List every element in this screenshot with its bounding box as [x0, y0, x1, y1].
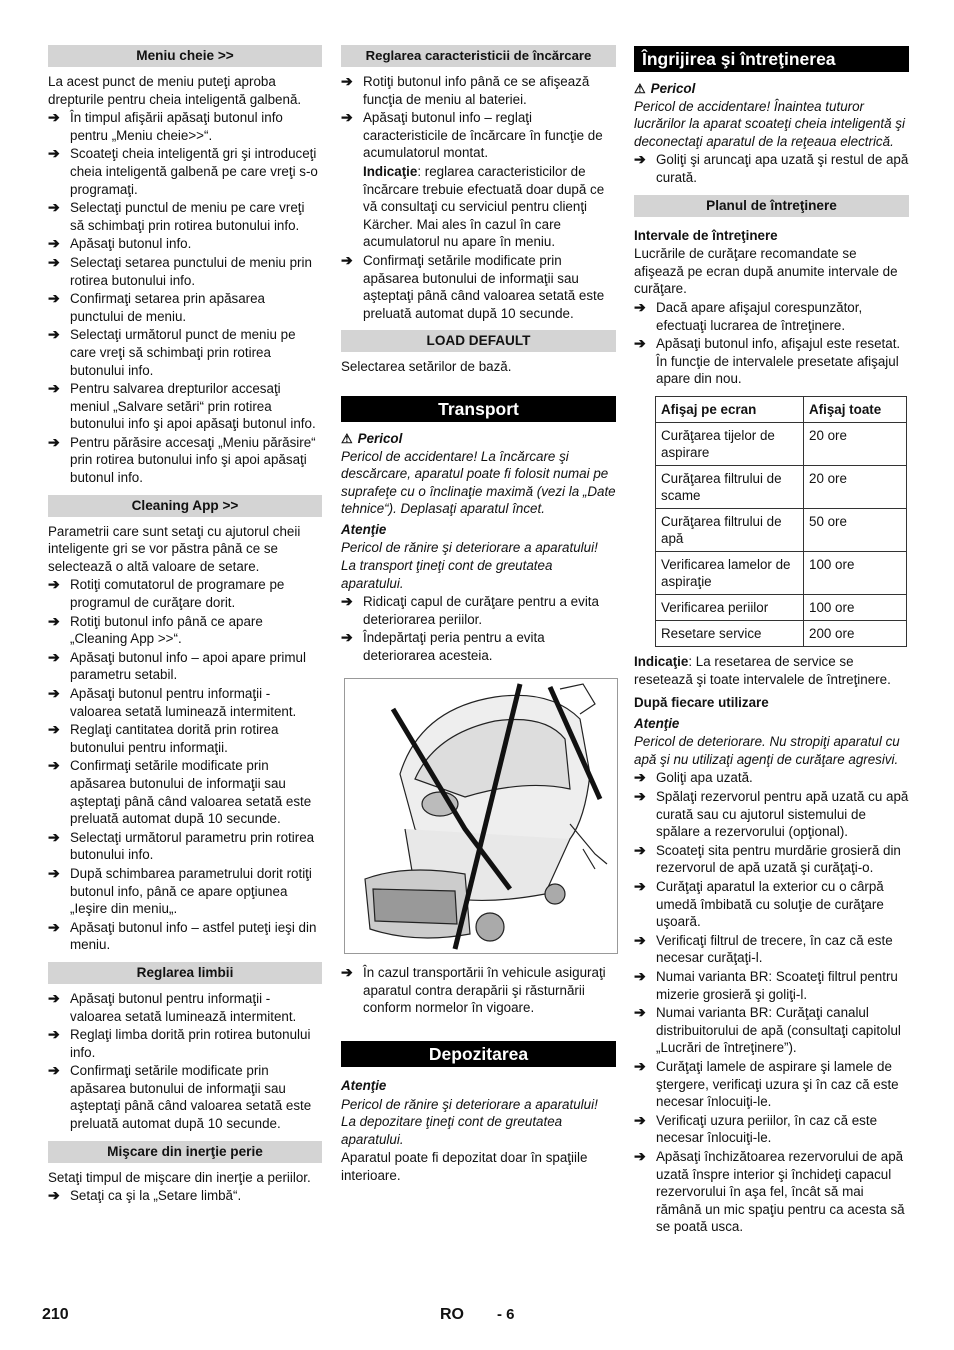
list-item: ➔ Verificaţi filtrul de trecere, în caz că este necesar curăţaţi-l.	[634, 931, 893, 966]
arrow-right-icon: ➔	[48, 433, 60, 450]
arrow-right-icon: ➔	[634, 151, 646, 168]
transport-after-list	[341, 964, 616, 1017]
list-item: ➔ Apăsaţi butonul pentru informaţii - valoarea setată luminează intermitent.	[48, 685, 297, 719]
list-item: ➔ Selectaţi următorul parametru prin rotirea butonului info.	[48, 828, 315, 863]
arrow-right-icon: ➔	[48, 326, 60, 343]
transport-danger-label: ⚠ Pericol	[341, 430, 403, 446]
list-item: ➔ Verificaţi uzura periilor, în caz că este necesar înlocuiţi-le.	[634, 1111, 878, 1146]
reglarea-limbii-list	[48, 990, 322, 1133]
arrow-right-icon: ➔	[48, 1187, 60, 1204]
list-item: ➔ Apăsaţi butonul info – apoi apare primul parametru setabil.	[48, 648, 306, 683]
arrow-right-icon: ➔	[634, 335, 646, 352]
arrow-right-icon: ➔	[48, 721, 60, 738]
maintenance-table	[655, 396, 907, 647]
heading-miscare-inertie: Mişcare din inerţie perie	[48, 1141, 322, 1163]
dupa-caution-label: Atenţie	[634, 715, 680, 731]
heading-cleaning-app: Cleaning App >>	[48, 495, 322, 517]
machine-transport-illustration	[344, 678, 618, 954]
arrow-right-icon: ➔	[341, 109, 353, 126]
intervale-subtitle: Intervale de întreţinere	[634, 227, 778, 243]
arrow-right-icon: ➔	[48, 290, 60, 307]
table-cell: 200 ore	[804, 620, 907, 646]
list-item: ➔ Rotiţi comutatorul de programare pe programul de curăţare dorit.	[48, 576, 285, 611]
transport-caution-text: Pericol de rănire şi deteriorare a aparatului! La transport ţineţi cont de greutatea aparatului.	[341, 540, 598, 591]
arrow-right-icon: ➔	[634, 298, 646, 315]
arrow-right-icon: ➔	[634, 931, 646, 948]
list-item: ➔ În cazul transportării în vehicule asiguraţi aparatul contra derapării şi răsturnării conform normelor în vigoare.	[341, 964, 606, 1016]
arrow-right-icon: ➔	[48, 235, 60, 252]
list-item: ➔ Goliţi şi aruncaţi apa uzată şi restul de apă curată.	[634, 151, 909, 185]
reglarea-caract-list-1	[341, 73, 616, 162]
list-item: ➔ Apăsaţi butonul info – astfel puteţi ieşi din meniu.	[48, 918, 317, 953]
language-code: RO	[440, 1306, 464, 1323]
arrow-right-icon: ➔	[341, 629, 353, 646]
warning-triangle-icon: ⚠	[341, 430, 353, 446]
dupa-caution-text: Pericol de deteriorare. Nu stropiţi aparatul cu apă şi nu utilizaţi agenţi de curăţare agresivi.	[634, 734, 900, 767]
arrow-right-icon: ➔	[341, 73, 353, 89]
list-item: ➔ Curăţaţi aparatul la exterior cu o cârpă umedă îmbibată cu soluţie de curăţare uşoară.	[634, 878, 884, 930]
table-row	[656, 620, 907, 646]
heading-transport: Transport	[341, 396, 616, 422]
arrow-right-icon: ➔	[634, 878, 646, 895]
list-item: ➔ Confirmaţi setările modificate prin apăsarea butonului de informaţii sau aşteptaţi până când valoarea setată este preluată automat după 10 secunde.	[341, 251, 605, 321]
arrow-right-icon: ➔	[634, 769, 646, 786]
heading-meniu-cheie: Meniu cheie >>	[48, 45, 322, 67]
planul-list	[634, 299, 909, 388]
arrow-right-icon: ➔	[634, 1111, 646, 1128]
warning-triangle-icon: ⚠	[634, 81, 646, 96]
table-header-row	[656, 396, 907, 422]
arrow-right-icon: ➔	[48, 828, 60, 845]
table-cell: Curăţarea filtrului de scame	[656, 465, 804, 508]
list-item: ➔ Confirmaţi setările modificate prin apăsarea butonului de informaţii sau aşteptaţi până când valoarea setată este preluată automat după 10 secunde.	[48, 757, 312, 827]
table-row	[656, 422, 907, 465]
arrow-right-icon: ➔	[48, 757, 60, 774]
table-cell: Curăţarea tijelor de aspirare	[656, 422, 804, 465]
arrow-right-icon: ➔	[48, 109, 60, 126]
miscare-list	[48, 1187, 322, 1205]
arrow-right-icon: ➔	[634, 1057, 646, 1074]
arrow-right-icon: ➔	[341, 251, 353, 268]
arrow-right-icon: ➔	[341, 964, 353, 981]
list-item: ➔ Scoateţi cheia inteligentă gri şi introduceţi cheia inteligentă galbenă pe care vreţi s-o programaţi.	[48, 145, 318, 197]
heading-reglarea-caracteristicii: Reglarea caracteristicii de încărcare	[341, 45, 616, 67]
load-default-text: Selectarea setărilor de bază.	[341, 359, 512, 375]
column-right	[634, 44, 909, 1237]
list-item: ➔ Apăsaţi butonul pentru informaţii - valoarea setată luminează intermitent.	[48, 989, 297, 1024]
list-item: ➔ Reglaţi cantitatea dorită prin rotirea butonului pentru informaţii.	[48, 721, 279, 755]
list-item: ➔ Dacă apare afişajul corespunzător, efectuaţi lucrarea de întreţinere.	[634, 298, 863, 333]
list-item: ➔ Apăsaţi butonul info – reglaţi caracteristicile de încărcare în funcţie de acumulatorul montat.	[341, 109, 603, 161]
cleaning-app-list	[48, 576, 322, 953]
miscare-intro: Setaţi timpul de mişcare din inerţie a periilor.	[48, 1169, 311, 1185]
list-item: ➔ Apăsaţi butonul info, afişajul este resetat. În funcţie de intervalele presetate afişajul apare din nou.	[634, 335, 901, 387]
table-cell: Verificarea periilor	[656, 594, 804, 620]
arrow-right-icon: ➔	[48, 685, 60, 701]
list-item: ➔ Selectaţi setarea punctului de meniu prin rotirea butonului info.	[48, 253, 312, 288]
table-row	[656, 551, 907, 594]
list-item: ➔ Numai varianta BR: Scoateţi filtrul pentru mizerie grosieră şi goliţi-l.	[634, 968, 898, 1002]
arrow-right-icon: ➔	[341, 593, 353, 610]
arrow-right-icon: ➔	[48, 648, 60, 665]
column-left	[48, 44, 322, 1206]
list-item: ➔ Apăsaţi închizătoarea rezervorului de apă uzată înspre interior şi închideţi capacul rezervorului în aşa fel, încât să mai rămână un mic spaţiu pentru ca acesta să se poată usca.	[634, 1147, 905, 1235]
heading-planul-intretinere: Planul de întreţinere	[634, 195, 909, 217]
list-item: ➔ Rotiţi butonul info până ce apare „Cleaning App >>“.	[48, 612, 263, 647]
table-header-cell: Afişaj pe ecran	[656, 396, 804, 422]
table-row	[656, 465, 907, 508]
table-cell: 100 ore	[804, 551, 907, 594]
transport-danger-text: Pericol de accidentare! La încărcare şi descărcare, aparatul poate fi folosit numai pe suprafeţe cu o înclinaţie maximă (vezi la „Date tehnice“). Deplasaţi aparatul încet.	[341, 448, 616, 517]
ingrijirea-danger-text: Pericol de accidentare! Înaintea tuturor lucrărilor la aparat scoateţi cheia inteligentă şi deconectaţi aparatul de la reţeaua electrică.	[634, 98, 905, 149]
page-number: 210	[42, 1306, 69, 1323]
ingrijirea-danger-label: ⚠ Pericol	[634, 81, 696, 96]
list-item: ➔ Spălaţi rezervorul pentru apă uzată cu apă curată sau cu ajutorul sistemului de spălare a rezervorului (opţional).	[634, 788, 909, 840]
table-header-cell: Afişaj toate	[804, 396, 907, 422]
column-middle	[341, 44, 616, 1186]
list-item: ➔ Rotiţi butonul info până ce se afişează funcţia de meniu al bateriei.	[341, 73, 590, 107]
list-item: ➔ Selectaţi următorul punct de meniu pe care vreţi să schimbaţi prin rotirea butonului info.	[48, 326, 296, 378]
table-cell: 100 ore	[804, 594, 907, 620]
arrow-right-icon: ➔	[634, 1147, 646, 1164]
dupa-utilizare-subtitle: După fiecare utilizare	[634, 695, 769, 711]
depozitarea-caution-label: Atenţie	[341, 1078, 387, 1093]
list-item: ➔ Confirmaţi setările modificate prin apăsarea butonului de informaţii sau aşteptaţi până când valoarea setată este preluată automat după 10 secunde.	[48, 1062, 312, 1132]
arrow-right-icon: ➔	[48, 199, 60, 216]
list-item: ➔ Confirmaţi setarea prin apăsarea punctului de meniu.	[48, 290, 266, 324]
arrow-right-icon: ➔	[48, 1026, 60, 1043]
list-item: ➔ Goliţi apa uzată.	[634, 769, 753, 786]
arrow-right-icon: ➔	[634, 788, 646, 805]
arrow-right-icon: ➔	[48, 1062, 60, 1079]
dupa-list	[634, 769, 909, 1235]
table-cell: 20 ore	[804, 422, 907, 465]
arrow-right-icon: ➔	[48, 576, 60, 593]
table-cell: 20 ore	[804, 465, 907, 508]
planul-note: Indicaţie: La resetarea de service se resetează şi toate intervalele de întreţinere.	[634, 653, 891, 687]
arrow-right-icon: ➔	[634, 1004, 646, 1021]
table-row	[656, 508, 907, 551]
heading-reglarea-limbii: Reglarea limbii	[48, 962, 322, 984]
indicatie-note: Indicaţie: reglarea caracteristicilor de încărcare trebuie efectuată doar după ce vă consultaţi cu serviciul pentru clienţi Kärcher. Mai ales în cazul în care acumulatorul nu apare în meniu.	[363, 163, 605, 250]
arrow-right-icon: ➔	[48, 612, 60, 629]
arrow-right-icon: ➔	[48, 864, 60, 881]
ingrijirea-list	[634, 151, 909, 186]
table-cell: Verificarea lamelor de aspiraţie	[656, 551, 804, 594]
list-item: ➔ Scoateţi sita pentru murdărie grosieră din rezervorul de apă uzată şi curăţaţi-o.	[634, 841, 901, 876]
list-item: ➔ După schimbarea parametrului dorit rotiţi butonul info, până ce apare opţiunea „Ieşire din meniu„.	[48, 864, 312, 917]
list-item: ➔ Reglaţi limba dorită prin rotirea butonului info.	[48, 1026, 311, 1060]
arrow-right-icon: ➔	[48, 918, 60, 935]
depozitarea-caution-text: Pericol de rănire şi deteriorare a aparatului! La depozitare ţineţi cont de greutatea aparatului.	[341, 1096, 598, 1147]
arrow-right-icon: ➔	[48, 380, 60, 397]
table-cell: Resetare service	[656, 620, 804, 646]
list-item: ➔ Îndepărtaţi peria pentru a evita deteriorarea acesteia.	[341, 629, 545, 664]
list-item: ➔ Numai varianta BR: Curăţaţi canalul distribuitorului de apă (consultaţi capitolul „Lucrări de întreţinere”).	[634, 1004, 901, 1056]
table-cell: Curăţarea filtrului de apă	[656, 508, 804, 551]
arrow-right-icon: ➔	[634, 841, 646, 858]
list-item: ➔ Pentru salvarea drepturilor accesaţi meniul „Salvare setări“ prin rotirea butonului info şi apoi apăsaţi butonul info.	[48, 380, 316, 432]
heading-load-default: LOAD DEFAULT	[341, 330, 616, 352]
list-item: ➔ În timpul afişării apăsaţi butonul info pentru „Meniu cheie>>“.	[48, 109, 283, 143]
meniu-cheie-list	[48, 109, 322, 486]
arrow-right-icon: ➔	[48, 989, 60, 1006]
cleaning-app-intro: Parametrii care sunt setaţi cu ajutorul cheii inteligente gri se vor păstra până ce se selectează o altă valoare de setare.	[48, 523, 301, 574]
reglarea-caract-list-2	[341, 252, 616, 322]
transport-caution-label: Atenţie	[341, 521, 387, 537]
meniu-cheie-intro: La acest punct de meniu puteţi aproba drepturile pentru cheia inteligentă galbenă.	[48, 74, 302, 107]
heading-ingrijirea: Îngrijirea şi întreţinerea	[634, 46, 909, 72]
table-cell: 50 ore	[804, 508, 907, 551]
arrow-right-icon: ➔	[634, 968, 646, 984]
list-item: ➔ Pentru părăsire accesaţi „Meniu părăsire“ prin rotirea butonului info şi apoi apăsaţi butonul info.	[48, 433, 316, 486]
depozitarea-text: Aparatul poate fi depozitat doar în spaţiile interioare.	[341, 1150, 588, 1183]
list-item: ➔ Curăţaţi lamele de aspirare şi lamele de ştergere, verificaţi uzura şi în caz că este necesar înlocuiţi-le.	[634, 1057, 899, 1110]
planul-intro: Lucrările de curăţare recomandate se afişează pe ecran după anumite intervale de curăţare.	[634, 246, 898, 297]
heading-depozitarea: Depozitarea	[341, 1041, 616, 1067]
arrow-right-icon: ➔	[48, 253, 60, 270]
list-item: ➔ Ridicaţi capul de curăţare pentru a evita deteriorarea periilor.	[341, 593, 599, 627]
table-row	[656, 594, 907, 620]
list-item: ➔ Selectaţi punctul de meniu pe care vreţi să schimbaţi prin rotirea butonului info.	[48, 199, 305, 233]
arrow-right-icon: ➔	[48, 145, 60, 162]
list-item: ➔ Apăsaţi butonul info.	[48, 235, 192, 252]
transport-list	[341, 593, 616, 664]
sub-page-number: - 6	[497, 1306, 515, 1323]
list-item: ➔ Setaţi ca şi la „Setare limbă“.	[48, 1187, 242, 1204]
